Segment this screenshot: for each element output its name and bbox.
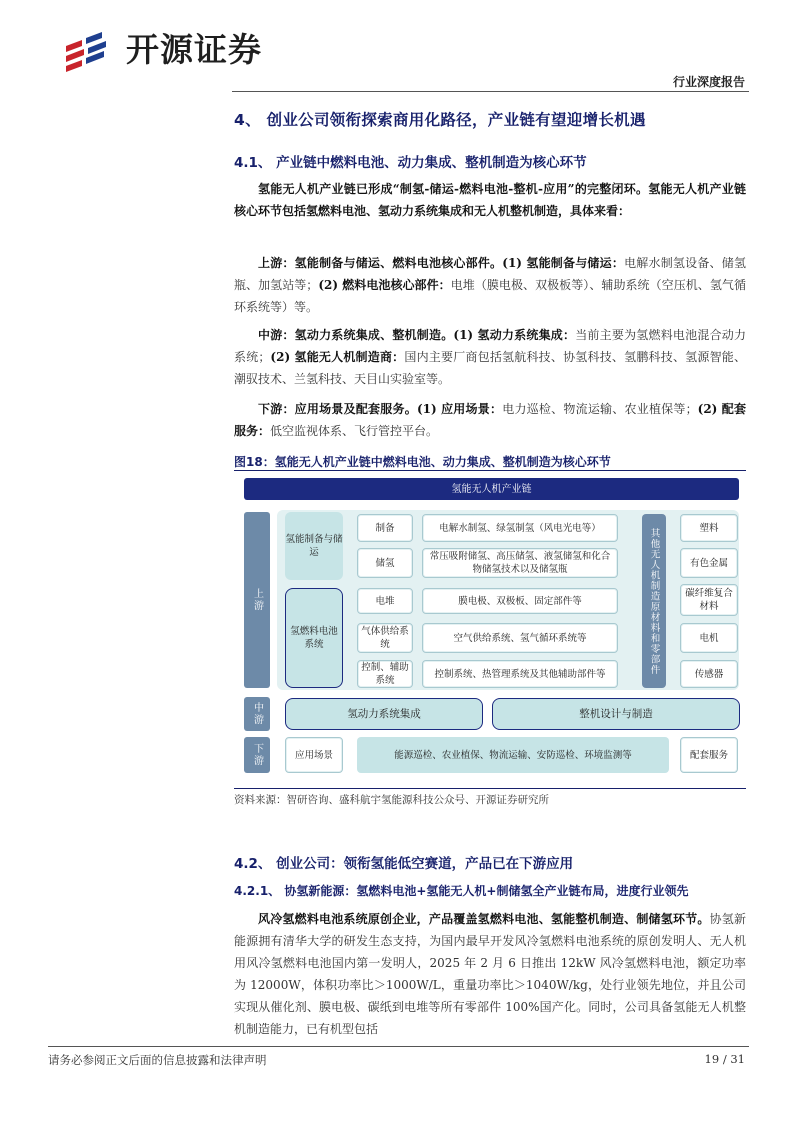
upstream-lead: 上游：氢能制备与储运、燃料电池核心部件。	[258, 256, 503, 270]
upstream-item1-label: (1) 氢能制备与储运：	[502, 256, 625, 270]
diagram-banner: 氢能无人机产业链	[244, 478, 739, 500]
report-type-label: 行业深度报告	[672, 75, 745, 89]
figure-source: 资料来源：智研咨询、盛科航宇氢能源科技公众号、开源证券研究所	[234, 794, 549, 806]
downstream-item1-text: 电力巡检、物流运输、农业植保等；	[502, 402, 698, 416]
midstream-lead: 中游：氢动力系统集成、整机制造。(1) 氢动力系统集成：	[258, 328, 576, 342]
item-control-desc: 控制系统、热管理系统及其他辅助部件等	[422, 660, 618, 688]
mid-design-manufacturing: 整机设计与制造	[492, 698, 740, 730]
material-nonferrous-metal: 有色金属	[680, 548, 738, 578]
figure-18-title: 图18：氢能无人机产业链中燃料电池、动力集成、整机制造为核心环节	[234, 455, 611, 469]
logo-text: 开源证券	[126, 30, 262, 69]
item-storage: 储氢	[357, 548, 413, 578]
section-4-2-heading: 4.2、 创业公司：领衔氢能低空赛道，产品已在下游应用	[234, 856, 574, 872]
downstream-item2-label: (2) 配套服务：	[234, 402, 746, 438]
item-production-desc: 电解水制氢、绿氢制氢（风电光电等）	[422, 514, 618, 542]
header-divider	[232, 91, 749, 92]
item-stack: 电堆	[357, 588, 413, 614]
down-scenarios-desc: 能源巡检、农业植保、物流运输、安防巡检、环境监测等	[357, 737, 669, 773]
downstream-paragraph	[234, 398, 746, 442]
intro-paragraph	[234, 178, 746, 222]
footer-divider	[48, 1046, 749, 1047]
item-stack-desc: 膜电极、双极板、固定部件等	[422, 588, 618, 614]
downstream-lead: 下游：应用场景及配套服务。(1) 应用场景：	[258, 402, 503, 416]
page-number: 19 / 31	[704, 1052, 745, 1066]
upstream-item2-label: (2) 燃料电池核心部件：	[318, 278, 451, 292]
mid-power-integration: 氢动力系统集成	[285, 698, 483, 730]
item-gas-supply: 气体供给系统	[357, 623, 413, 653]
figure-top-rule	[234, 470, 746, 471]
downstream-item2-text: 低空监视体系、飞行管控平台。	[270, 424, 439, 438]
other-materials-bar: 其他无人机制造原材料和零部件	[642, 514, 666, 688]
section-4-heading: 4、 创业公司领衔探索商用化路径，产业链有望迎增长机遇	[234, 111, 646, 129]
upstream-item2-text: 电堆（膜电极、双极板等）、辅助系统（空压机、氢气循环系统等）等。	[234, 278, 746, 314]
xieqing-paragraph	[234, 908, 746, 1040]
stage-upstream: 上游	[244, 512, 270, 688]
upstream-item1-text: 电解水制氢设备、储氢瓶、加氢站等；	[234, 256, 746, 292]
upstream-paragraph	[234, 252, 746, 318]
group-hydrogen-production-storage: 氢能制备与储运	[285, 512, 343, 580]
logo-mark-icon	[64, 30, 116, 74]
midstream-paragraph	[234, 324, 746, 390]
midstream-item2-text: 国内主要厂商包括氢航科技、协氢科技、氢鹏科技、氢源智能、潮驭技术、兰氢科技、天目山实验室等。	[234, 350, 746, 386]
xieqing-text: 协氢新能源拥有清华大学的研发生态支持，为国内最早开发风冷氢燃料电池系统的原创发明人、无人机用风冷氢燃料电池国内第一发明人，2025 年 2 月 6 日推出 12kW 风冷氢燃料电池，额定功率为 12000W，体积功率比＞1000W/L，重量功率比＞1040W/kg，处行业领先地位，并且公司实现从催化剂、膜电极、碳纸到电堆等所有零部件 100%国产化。同时，公司具备氢能无人机整机制造能力，已有机型包括	[234, 912, 746, 1036]
material-carbon-fiber: 碳纤维复合材料	[680, 584, 738, 616]
stage-midstream: 中游	[244, 697, 270, 731]
xieqing-lead: 风冷氢燃料电池系统原创企业，产品覆盖氢燃料电池、氢能整机制造、制储氢环节。	[258, 912, 710, 926]
down-scenarios: 应用场景	[285, 737, 343, 773]
material-motor: 电机	[680, 623, 738, 653]
item-gas-supply-desc: 空气供给系统、氢气循环系统等	[422, 623, 618, 653]
material-plastic: 塑料	[680, 514, 738, 542]
section-4-2-1-heading: 4.2.1、 协氢新能源：氢燃料电池+氢能无人机+制储氢全产业链布局，进度行业领先	[234, 884, 689, 898]
section-4-1-heading: 4.1、 产业链中燃料电池、动力集成、整机制造为核心环节	[234, 155, 587, 171]
company-logo	[64, 26, 304, 74]
footer-disclaimer: 请务必参阅正文后面的信息披露和法律声明	[48, 1053, 267, 1067]
material-sensor: 传感器	[680, 660, 738, 688]
industry-chain-diagram	[234, 474, 746, 786]
item-storage-desc: 常压吸附储氢、高压储氢、液氢储氢和化合物储氢技术以及储氢瓶	[422, 548, 618, 578]
intro-text: 氢能无人机产业链已形成“制氢-储运-燃料电池-整机-应用”的完整闭环。氢能无人机产业链核心环节包括氢燃料电池、氢动力系统集成和无人机整机制造，具体来看：	[234, 182, 746, 218]
down-services: 配套服务	[680, 737, 738, 773]
figure-bottom-rule	[234, 788, 746, 789]
item-control: 控制、辅助系统	[357, 660, 413, 688]
midstream-item2-label: (2) 氢能无人机制造商：	[270, 350, 405, 364]
stage-downstream: 下游	[244, 737, 270, 773]
midstream-item1-text: 当前主要为氢燃料电池混合动力系统；	[234, 328, 746, 364]
item-production: 制备	[357, 514, 413, 542]
group-fuel-cell-system: 氢燃料电池系统	[285, 588, 343, 688]
